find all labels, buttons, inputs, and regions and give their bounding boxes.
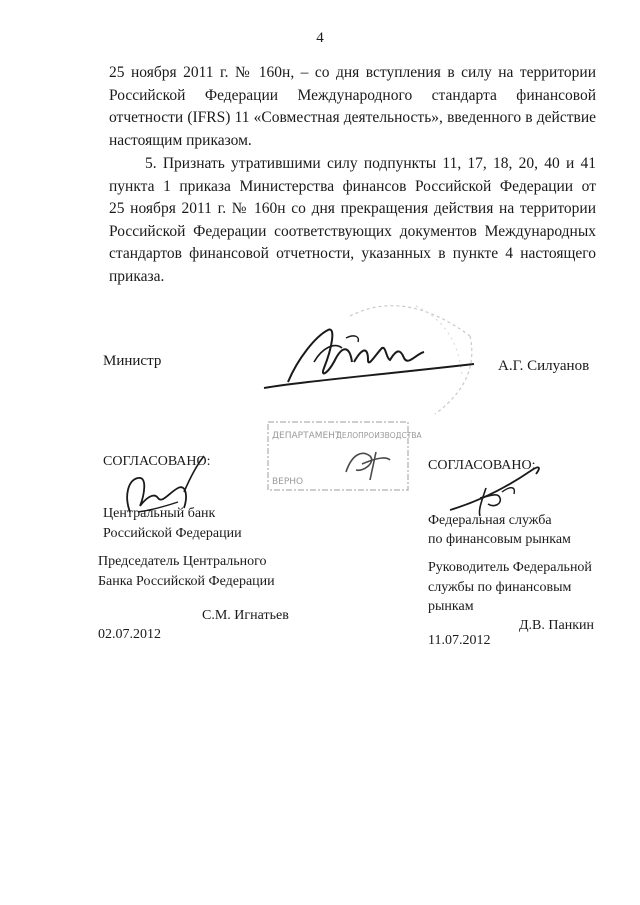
left-approval-org-line: Российской Федерации (103, 526, 242, 541)
stamp-line-2: ДЕЛОПРОИЗВОДСТВА (336, 431, 422, 440)
paragraph-line: отчетности (IFRS) 11 «Совместная деятельность», введенного в действие (109, 109, 596, 127)
stamp-line-3: ВЕРНО (272, 477, 304, 487)
paragraph-line: Российской Федерации соответствующих документов Международных (109, 222, 596, 240)
paragraph-line: настоящим приказом. (109, 131, 252, 149)
left-position-line: Банка Российской Федерации (98, 574, 275, 589)
stamp-line-1: ДЕПАРТАМЕНТ (272, 431, 341, 441)
right-approval-date: 11.07.2012 (428, 633, 491, 648)
paragraph-line: 5. Признать утратившими силу подпункты 11, 17, 18, 20, 40 и 41 (145, 155, 596, 172)
left-approval-signature (118, 452, 218, 532)
minister-name: А.Г. Силуанов (498, 358, 590, 374)
left-approval-org-line: Центральный банк (103, 506, 216, 521)
left-position-line: Председатель Центрального (98, 554, 267, 569)
right-position-line: Руководитель Федеральной (428, 560, 592, 575)
paragraph-item-5 (109, 153, 596, 289)
minister-signature (258, 318, 488, 398)
paragraph-line: пункта 1 приказа Министерства финансов Российской Федерации от (109, 177, 596, 195)
paragraph-line: приказа. (109, 267, 165, 285)
paragraph-line: 25 ноября 2011 г. № 160н со дня прекращения действия на территории (109, 200, 596, 218)
right-approval-heading: СОГЛАСОВАНО: (428, 458, 536, 473)
paragraph-line: Российской Федерации Международного стандарта финансовой (109, 86, 596, 104)
left-approval-date: 02.07.2012 (98, 627, 161, 642)
paragraph-line: стандартов финансовой отчетности, указанных в пункте 4 настоящего (109, 245, 596, 263)
left-approval-heading: СОГЛАСОВАНО: (103, 454, 211, 469)
page-number: 4 (316, 30, 324, 46)
paragraph-line: 25 ноября 2011 г. № 160н, – со дня вступления в силу на территории (109, 64, 596, 81)
right-signatory-name: Д.В. Панкин (519, 618, 594, 633)
right-position-line: службы по финансовым (428, 580, 572, 595)
left-signatory-name: С.М. Игнатьев (202, 608, 289, 623)
right-approval-org-line: Федеральная служба (428, 513, 552, 528)
minister-title: Министр (103, 353, 162, 369)
right-position-line: рынкам (428, 599, 474, 614)
certification-stamp (266, 420, 422, 492)
right-approval-org-line: по финансовым рынкам (428, 532, 571, 547)
paragraph-continuation (109, 62, 596, 152)
